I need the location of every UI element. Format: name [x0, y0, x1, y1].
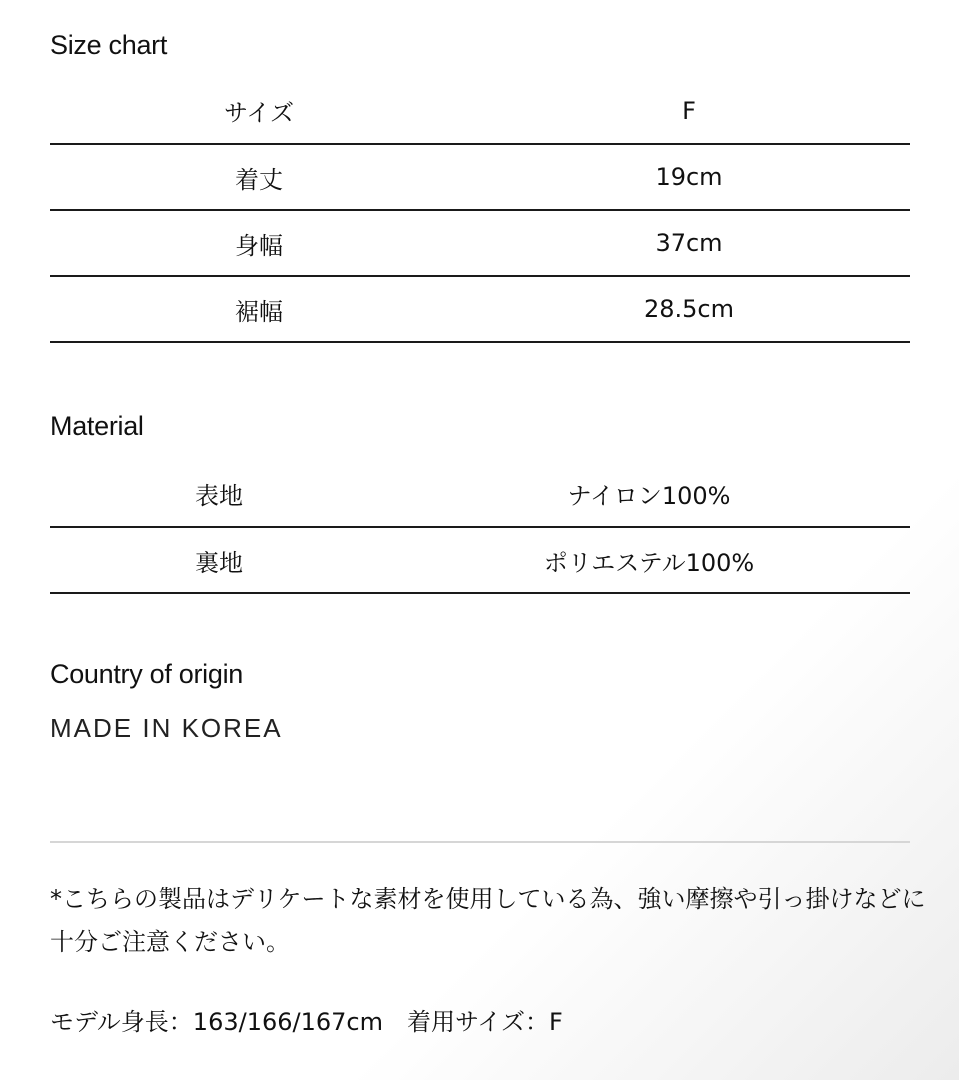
table-row [50, 210, 910, 276]
outer-material-value: ナイロン100% [388, 461, 910, 527]
lining-material-label: 裏地 [50, 527, 388, 593]
table-row [50, 144, 910, 210]
table-row [50, 276, 910, 342]
origin-title: Country of origin [50, 659, 243, 689]
width-value: 37cm [468, 210, 910, 276]
size-value: F [468, 78, 910, 144]
length-label: 着丈 [50, 144, 468, 210]
table-row [50, 78, 910, 144]
table-row [50, 527, 910, 593]
divider [50, 841, 910, 843]
material-table [50, 461, 910, 594]
hem-width-label: 裾幅 [50, 276, 468, 342]
size-label: サイズ [50, 78, 468, 144]
lining-material-value: ポリエステル100% [388, 527, 910, 593]
width-label: 身幅 [50, 210, 468, 276]
table-row [50, 461, 910, 527]
outer-material-label: 表地 [50, 461, 388, 527]
size-chart-title: Size chart [50, 30, 168, 60]
length-value: 19cm [468, 144, 910, 210]
material-title: Material [50, 411, 144, 441]
model-info: モデル身長：163/166/167cm 着用サイズ：F [50, 1008, 563, 1036]
size-chart-table [50, 78, 910, 343]
care-note: *こちらの製品はデリケートな素材を使用している為、強い摩擦や引っ掛けなどに十分ご注意ください。 [50, 885, 926, 956]
origin-value: MADE IN KOREA [50, 713, 283, 743]
hem-width-value: 28.5cm [468, 276, 910, 342]
